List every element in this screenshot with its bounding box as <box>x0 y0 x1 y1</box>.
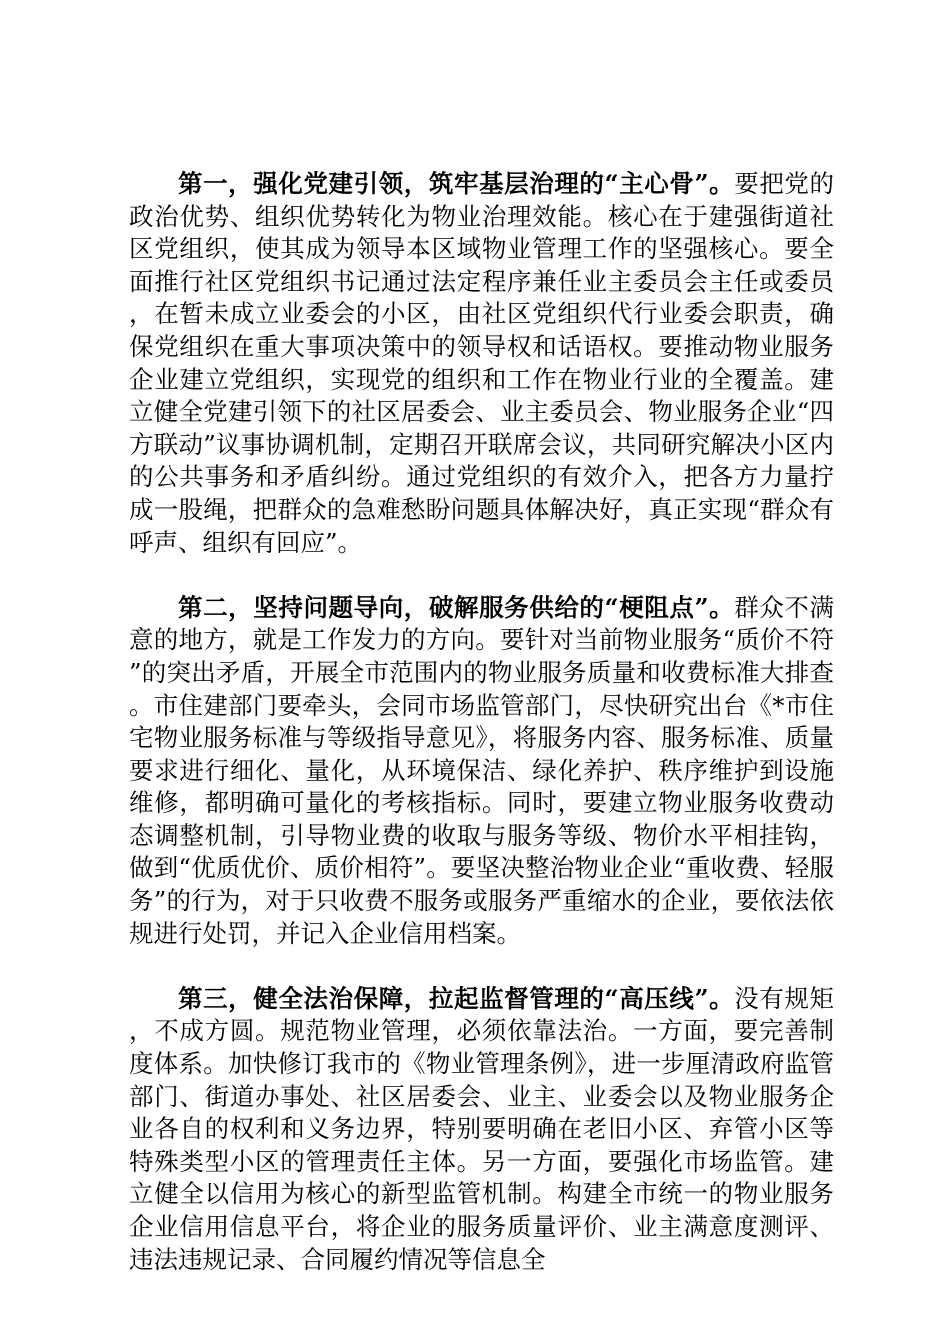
paragraph-3-heading: 第三，健全法治保障，拉起监督管理的“高压线”。 <box>178 983 735 1013</box>
paragraph-2-heading: 第二，坚持问题导向，破解服务供给的“梗阻点”。 <box>178 592 735 622</box>
paragraph-2 <box>129 592 834 951</box>
paragraph-3 <box>129 983 834 1276</box>
paragraph-2-body: 群众不满意的地方，就是工作发力的方向。要针对当前物业服务“质价不符”的突出矛盾，开展全市范围内的物业服务质量和收费标准大排查。市住建部门要牵头，会同市场监管部门，尽快研究出台《*市住宅物业服务标准与等级指导意见》，将服务内容、服务标准、质量要求进行细化、量化，从环境保洁、绿化养护、秩序维护到设施维修，都明确可量化的考核指标。同时，要建立物业服务收费动态调整机制，引导物业费的收取与服务等级、物价水平相挂钩，做到“优质优价、质价相符”。要坚决整治物业企业“重收费、轻服务”的行为，对于只收费不服务或服务严重缩水的企业，要依法依规进行处罚，并记入企业信用档案。 <box>129 592 835 948</box>
paragraph-1 <box>129 168 834 559</box>
document-page <box>129 168 834 1276</box>
paragraph-1-heading: 第一，强化党建引领，筑牢基层治理的“主心骨”。 <box>178 169 735 198</box>
paragraph-1-body: 要把党的政治优势、组织优势转化为物业治理效能。核心在于建强街道社区党组织，使其成为领导本区域物业管理工作的坚强核心。要全面推行社区党组织书记通过法定程序兼任业主委员会主任或委员，在暂未成立业委会的小区，由社区党组织代行业委会职责，确保党组织在重大事项决策中的领导权和话语权。要推动物业服务企业建立党组织，实现党的组织和工作在物业行业的全覆盖。建立健全党建引领下的社区居委会、业主委员会、物业服务企业“四方联动”议事协调机制，定期召开联席会议，共同研究解决小区内的公共事务和矛盾纠纷。通过党组织的有效介入，把各方力量拧成一股绳，把群众的急难愁盼问题具体解决好，真正实现“群众有呼声、组织有回应”。 <box>129 169 835 557</box>
paragraph-3-body: 没有规矩，不成方圆。规范物业管理，必须依靠法治。一方面，要完善制度体系。加快修订我市的《物业管理条例》，进一步厘清政府监管部门、街道办事处、社区居委会、业主、业委会以及物业服务企业各自的权利和义务边界，特别要明确在老旧小区、弃管小区等特殊类型小区的管理责任主体。另一方面，要强化市场监管。建立健全以信用为核心的新型监管机制。构建全市统一的物业服务企业信用信息平台，将企业的服务质量评价、业主满意度测评、违法违规记录、合同履约情况等信息全 <box>129 983 835 1274</box>
